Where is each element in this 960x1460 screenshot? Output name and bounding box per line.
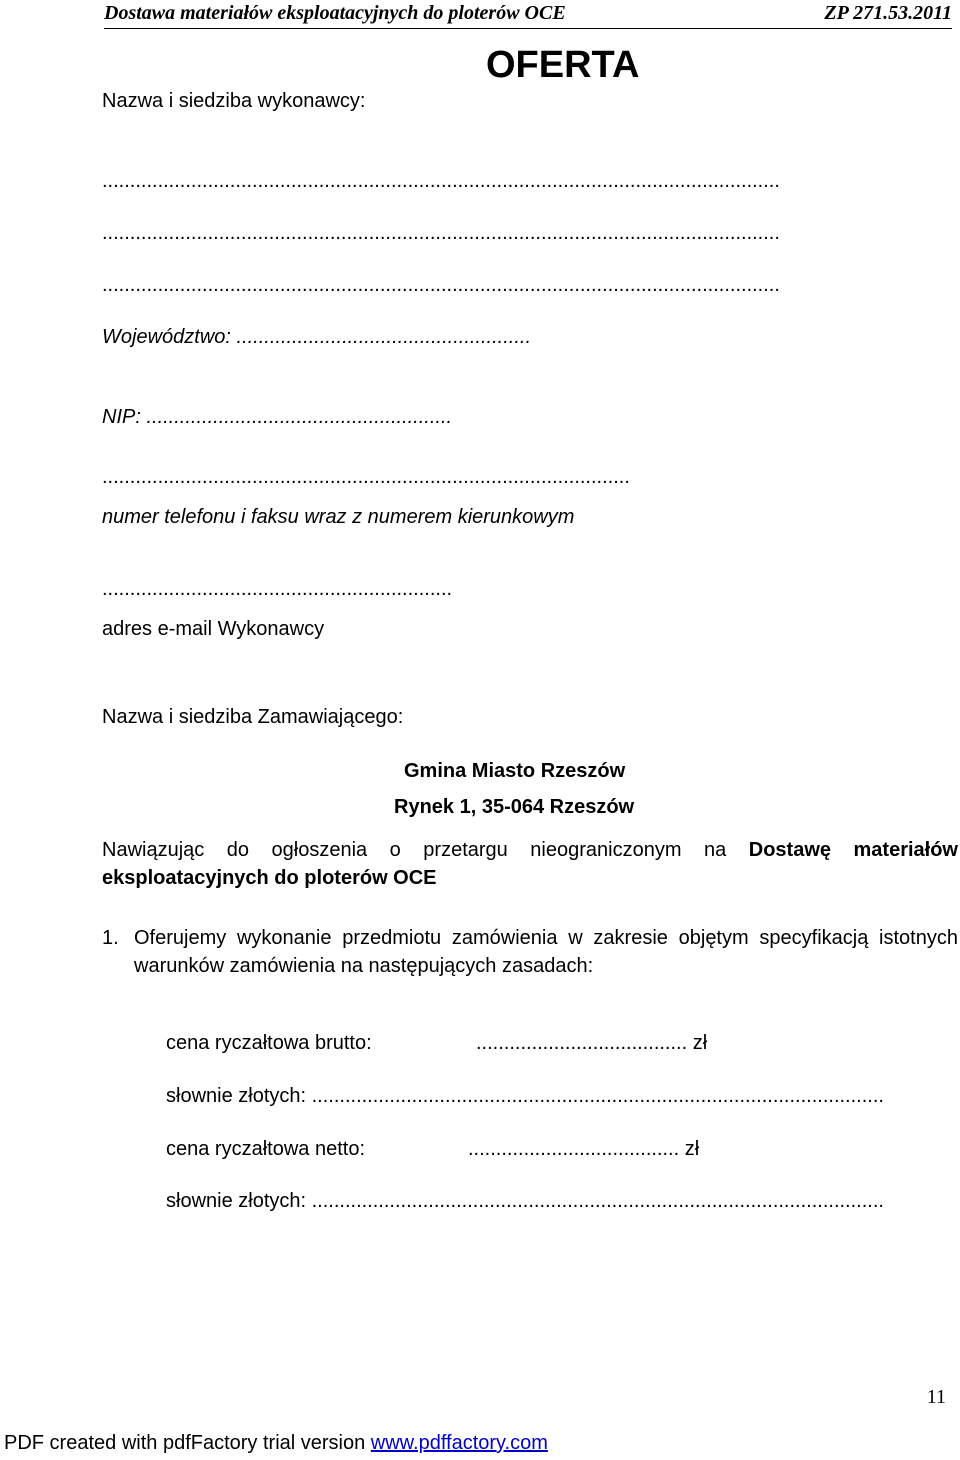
intro-paragraph <box>102 836 958 892</box>
voivodeship-field: Województwo: ..................................................... <box>102 326 531 348</box>
net-price-label: cena ryczałtowa netto: <box>166 1138 365 1160</box>
page-number: 11 <box>926 1386 946 1408</box>
net-price-value: ...................................... zł <box>468 1138 700 1160</box>
nip-field: NIP: ....................................................... <box>102 406 453 428</box>
offer-item-1 <box>102 924 958 980</box>
intro-subject: Dostawę materiałów eksploatacyjnych do ploterów OCE <box>102 839 958 889</box>
gross-price-label: cena ryczałtowa brutto: <box>166 1032 372 1054</box>
footer-text: PDF created with pdfFactory trial version <box>4 1432 371 1454</box>
item-number: 1. <box>102 927 119 949</box>
contractor-label: Nazwa i siedziba wykonawcy: <box>102 90 366 112</box>
orderer-address: Rynek 1, 35-064 Rzeszów <box>394 796 635 818</box>
intro-prefix: Nawiązując do ogłoszenia o przetargu nieograniczonym na <box>102 839 749 861</box>
footer-link[interactable]: www.pdffactory.com <box>370 1432 548 1454</box>
orderer-label: Nazwa i siedziba Zamawiającego: <box>102 706 404 728</box>
phone-label: numer telefonu i faksu wraz z numerem kierunkowym <box>102 506 575 528</box>
offer-title: OFERTA <box>486 44 640 86</box>
net-price-words: słownie złotych: ....................................................................................................... <box>166 1190 884 1212</box>
header-rule <box>104 28 952 29</box>
header-title: Dostawa materiałów eksploatacyjnych do ploterów OCE <box>104 2 566 24</box>
item-text: Oferujemy wykonanie przedmiotu zamówienia w zakresie objętym specyfikacją istotnych warunków zamówienia na następujących zasadach: <box>134 927 958 977</box>
gross-price-words: słownie złotych: ....................................................................................................... <box>166 1085 884 1107</box>
email-dots: ............................................................... <box>102 578 453 600</box>
phone-dots: ............................................................................................... <box>102 466 630 488</box>
contractor-line-1: .......................................................................................................................... <box>102 170 780 192</box>
email-label: adres e-mail Wykonawcy <box>102 618 325 640</box>
header-reference: ZP 271.53.2011 <box>824 2 952 24</box>
gross-price-value: ...................................... zł <box>476 1032 708 1054</box>
contractor-line-2: .......................................................................................................................... <box>102 222 780 244</box>
pdf-footer <box>4 1432 548 1455</box>
contractor-line-3: .......................................................................................................................... <box>102 274 780 296</box>
orderer-name: Gmina Miasto Rzeszów <box>404 760 626 782</box>
